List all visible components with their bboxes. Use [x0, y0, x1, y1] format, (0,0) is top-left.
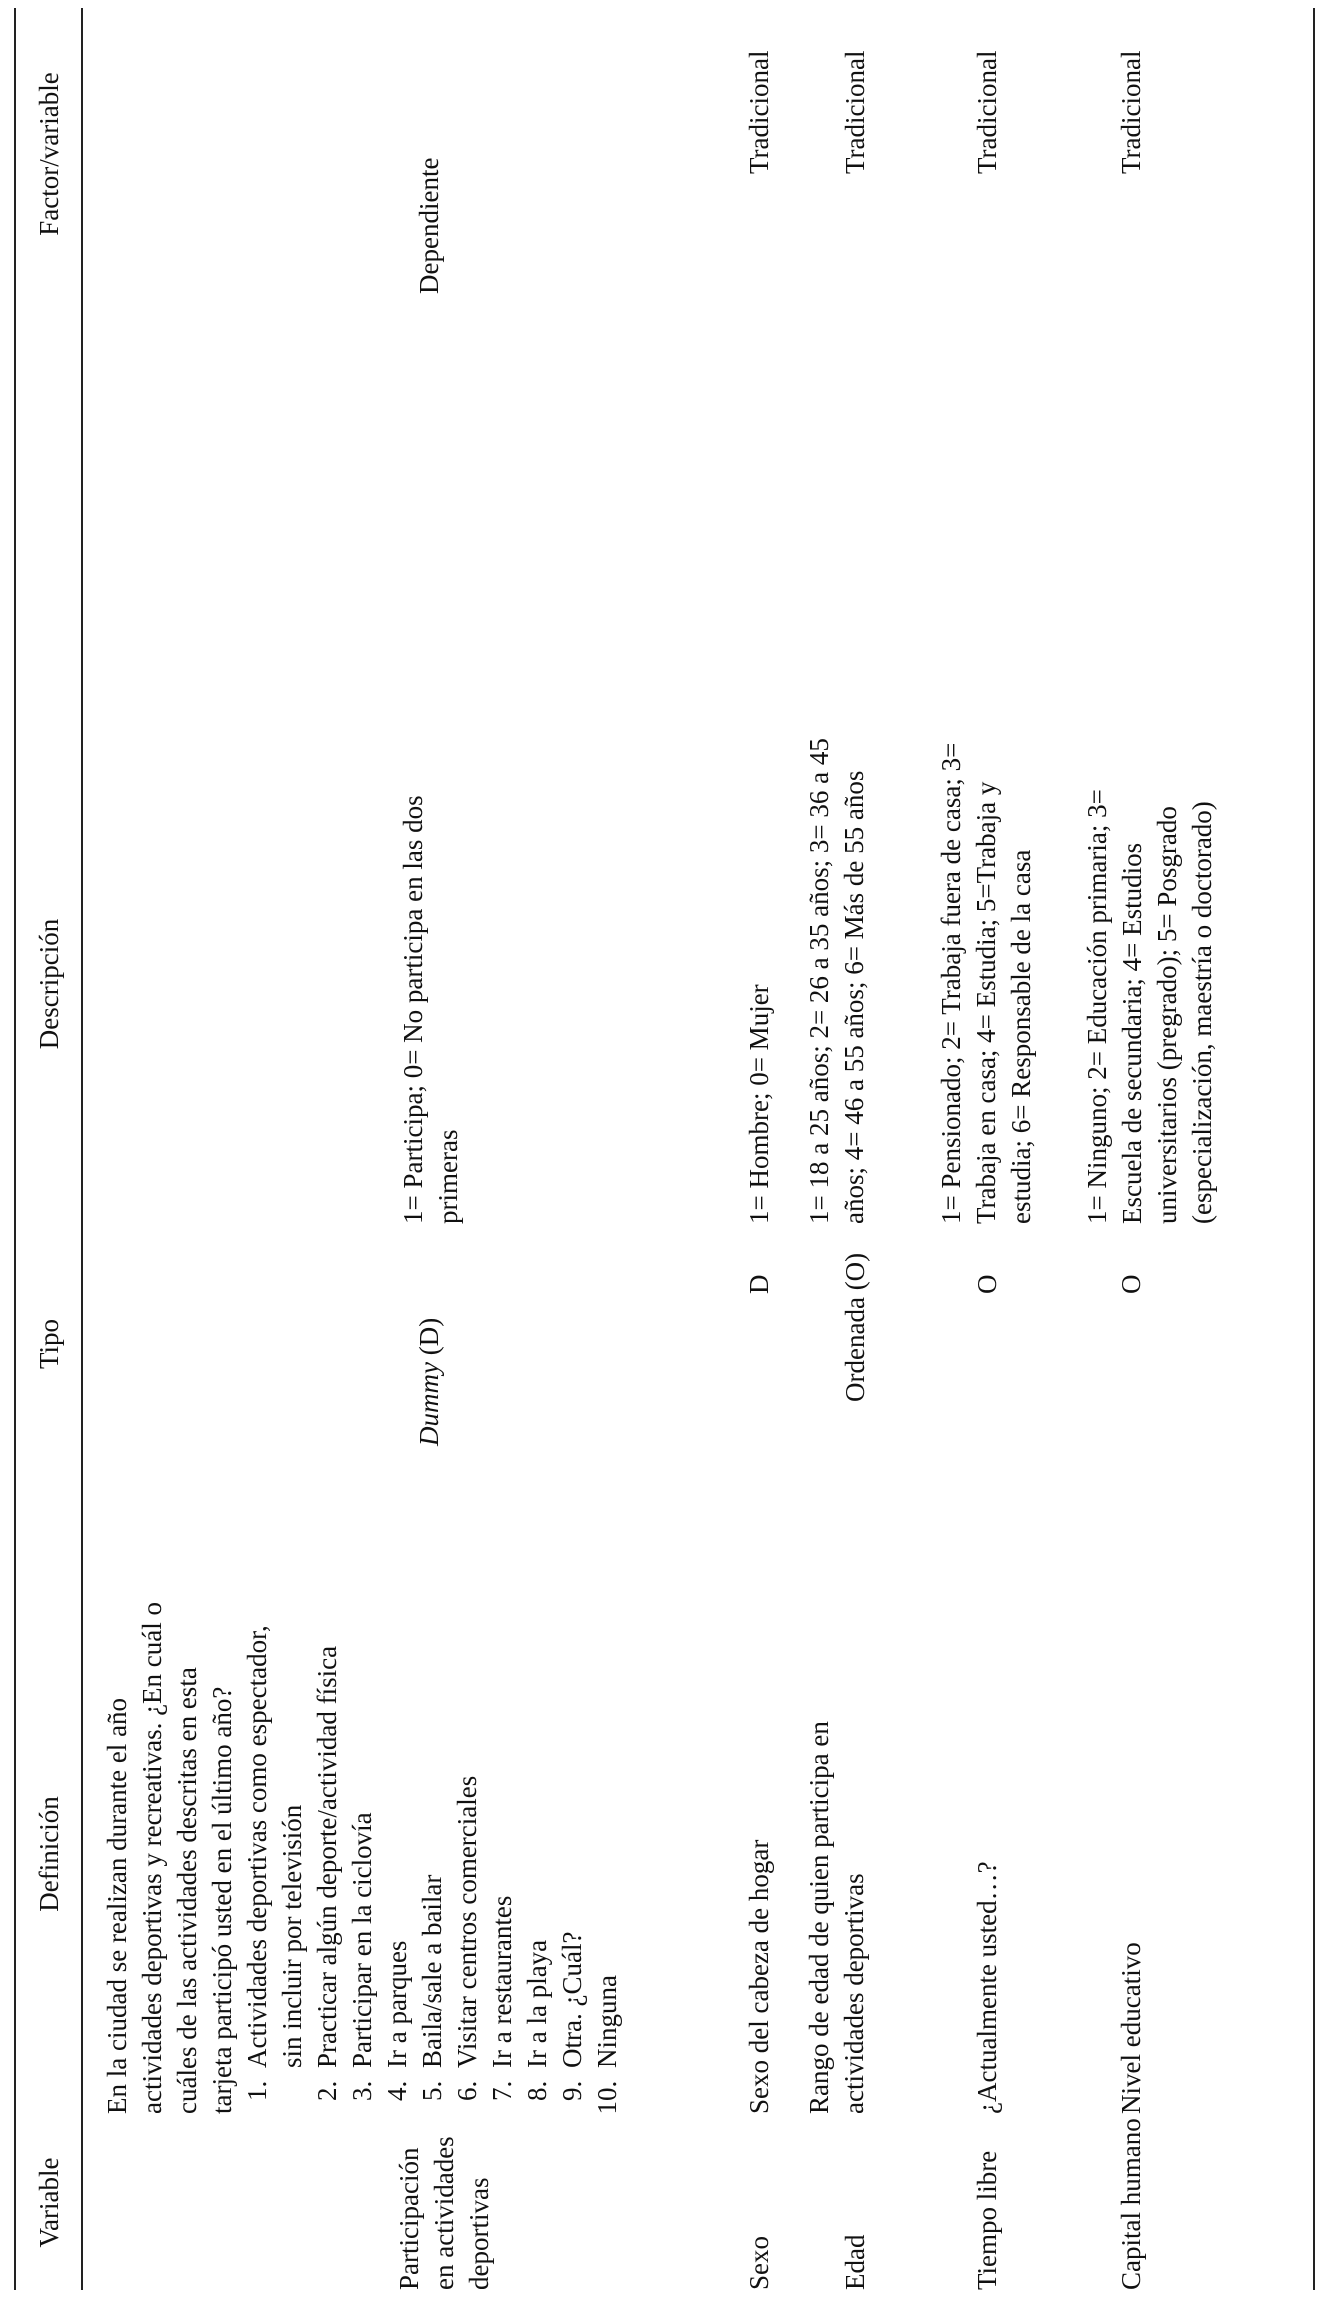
cell-factor: Dependiente [414, 157, 444, 294]
cell-definicion: Rango de edad de quien participa en actividades deportivas [804, 1721, 869, 2114]
list-item: 3. Participar en la ciclovía [345, 1594, 380, 2074]
cell-factor: Tradicional [840, 50, 870, 174]
cell-factor: Tradicional [972, 50, 1002, 174]
list-item: 6. Visitar centros comerciales [450, 1594, 485, 2074]
bottom-rule [1313, 8, 1315, 2290]
cell-definicion [100, 1594, 625, 2114]
cell-tipo: D [744, 1274, 774, 1294]
list-item: 7. Ir a restaurantes [485, 1594, 520, 2074]
cell-variable: Capital humano [1116, 2118, 1146, 2290]
cell-factor: Tradicional [1116, 50, 1146, 174]
header-definicion: Definición [34, 1796, 64, 1912]
cell-tipo: Ordenada (O) [840, 1252, 870, 1402]
header-variable: Variable [34, 2157, 64, 2248]
header-factor: Factor/variable [34, 72, 64, 236]
list-item: 1. Actividades deportivas como espectador, sin incluir por televisión [240, 1594, 310, 2074]
cell-variable: Sexo [744, 2236, 774, 2290]
list-item: 9. Otra. ¿Cuál? [555, 1594, 590, 2074]
list-item: 5. Baila/sale a bailar [415, 1594, 450, 2074]
header-descripcion: Descripción [34, 918, 64, 1050]
cell-variable: Tiempo libre [972, 2150, 1002, 2290]
list-item: 10. Ninguna [590, 1594, 625, 2074]
definicion-intro: En la ciudad se realizan durante el año actividades deportivas y recreativas. ¿En cuál o cuáles de las actividades descritas en esta tarjeta participó usted en el último año? [102, 1601, 237, 2114]
cell-descripcion: 1= Pensionado; 2= Trabaja fuera de casa; 3= Trabaja en casa; 4= Estudia; 5=Trabaja y estudia; 6= Responsable de la casa [936, 742, 1036, 1224]
list-item: 2. Practicar algún deporte/actividad física [310, 1594, 345, 2074]
header-tipo: Tipo [34, 1318, 64, 1370]
cell-definicion: ¿Actualmente usted…? [972, 1861, 1002, 2114]
list-item: 8. Ir a la playa [520, 1594, 555, 2074]
cell-variable: Participación en actividades deportivas [394, 2136, 494, 2290]
cell-definicion: Nivel educativo [1116, 1942, 1146, 2114]
cell-tipo: O [972, 1274, 1002, 1294]
cell-definicion: Sexo del cabeza de hogar [744, 1839, 774, 2114]
cell-factor: Tradicional [744, 50, 774, 174]
top-rule [14, 8, 16, 2290]
activities-list [240, 1594, 625, 2114]
cell-tipo [412, 1206, 447, 1446]
cell-tipo: O [1116, 1274, 1146, 1294]
cell-descripcion: 1= Ninguno; 2= Educación primaria; 3= Escuela de secundaria; 4= Estudios universitarios (pregrado); 5= Posgrado (especialización, maestría o doctorado) [1082, 789, 1217, 1224]
header-rule [81, 8, 83, 2290]
list-item: 4. Ir a parques [380, 1594, 415, 2074]
cell-descripcion: 1= Hombre; 0= Mujer [744, 984, 774, 1224]
tipo-italic: Dummy [414, 1362, 444, 1446]
cell-descripcion: 1= Participa; 0= No participa en las dos primeras [398, 795, 463, 1224]
cell-variable: Edad [840, 2234, 870, 2290]
cell-descripcion: 1= 18 a 25 años; 2= 26 a 35 años; 3= 36 a 45 años; 4= 46 a 55 años; 6= Más de 55 años [804, 738, 869, 1224]
tipo-rest: (D) [414, 1317, 444, 1363]
